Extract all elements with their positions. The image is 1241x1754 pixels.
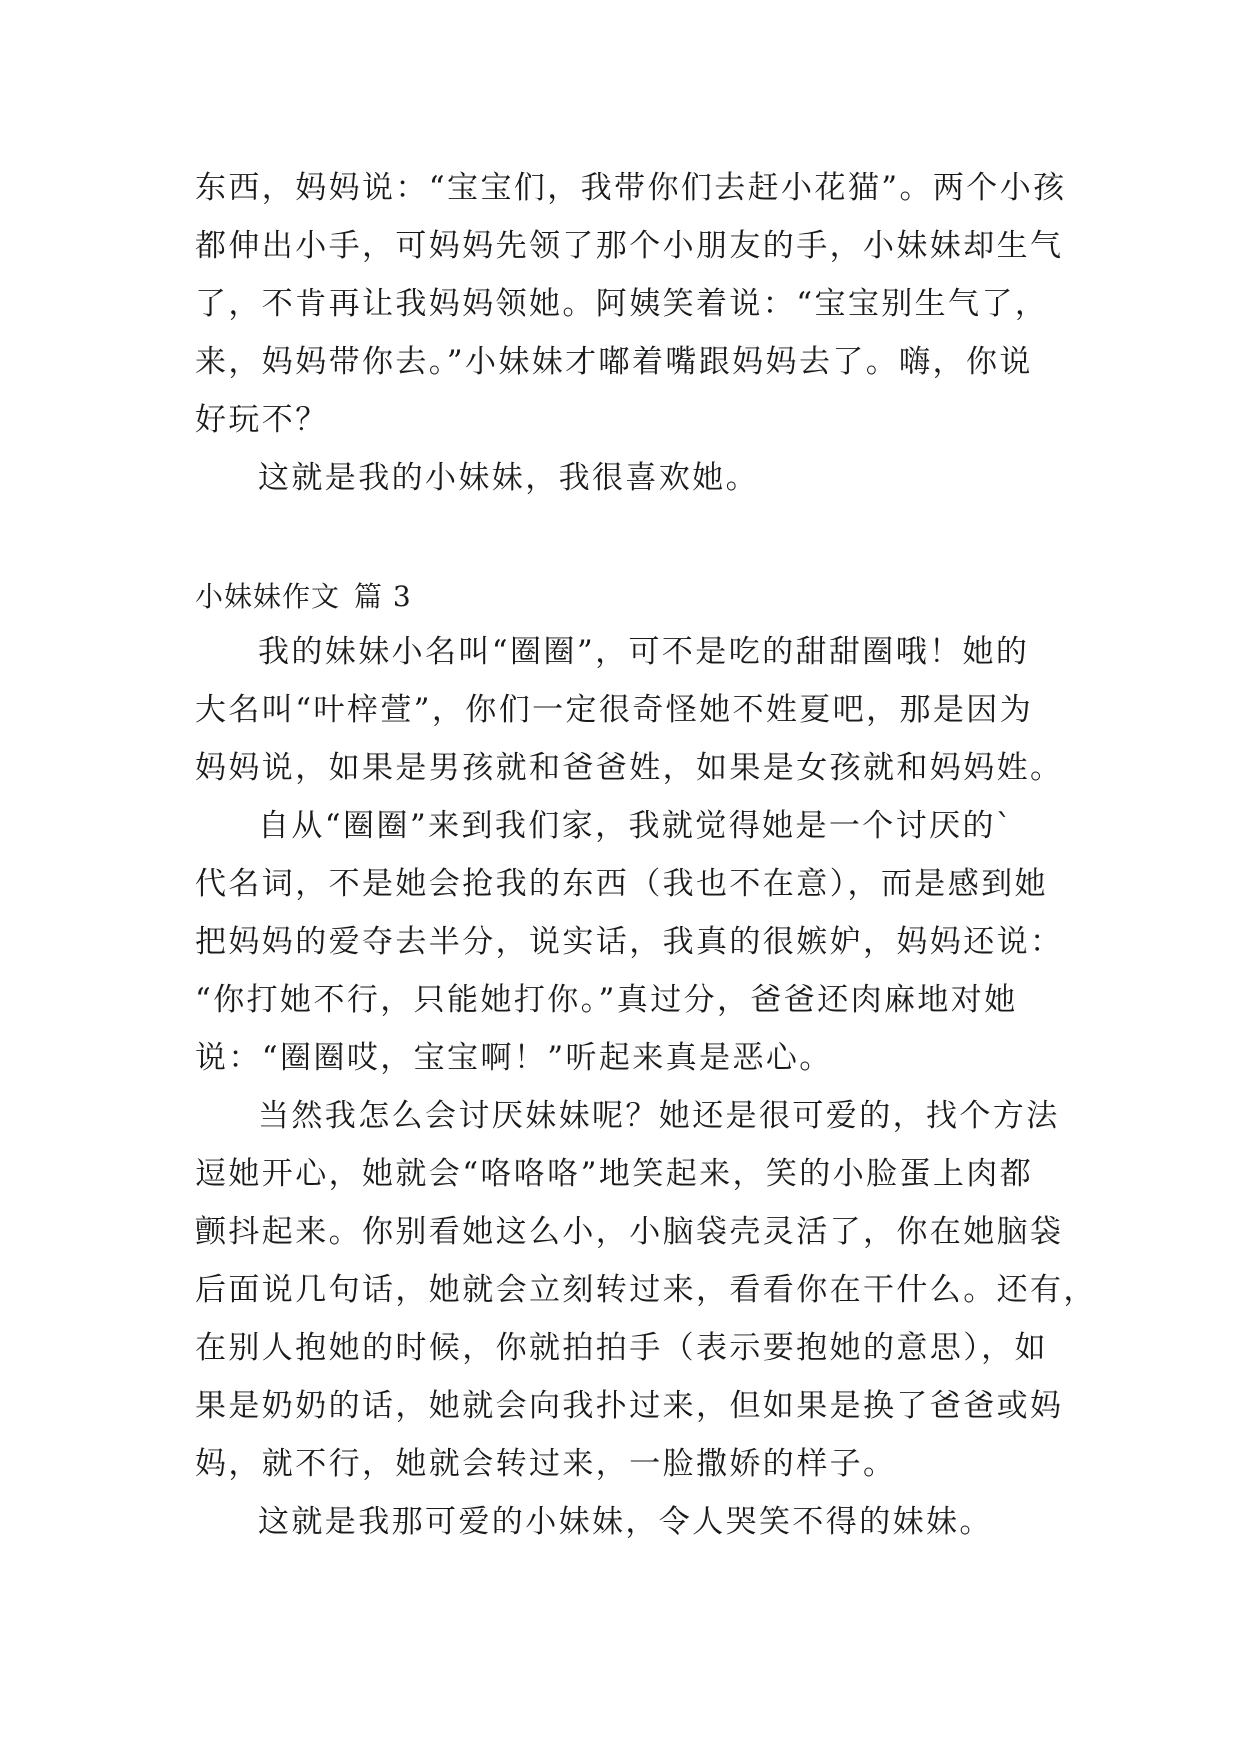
paragraph-line: “你打她不行，只能她打你。”真过分，爸爸还肉麻地对她 <box>195 982 1018 1018</box>
paragraph-line: 当然我怎么会讨厌妹妹呢？她还是很可爱的，找个方法 <box>258 1098 1060 1134</box>
text-line: 都伸出小手，可妈妈先领了那个小朋友的手，小妹妹却生气 <box>195 228 1064 264</box>
previous-essay-continuation <box>195 159 1065 449</box>
essay-heading <box>195 577 412 617</box>
paragraph-line: 颤抖起来。你别看她这么小，小脑袋壳灵活了，你在她脑袋 <box>195 1214 1064 1250</box>
essay-body <box>195 623 1097 1551</box>
text-line: 东西，妈妈说：“宝宝们，我带你们去赶小花猫”。两个小孩 <box>195 170 1067 206</box>
paragraph-line: 把妈妈的爱夺去半分，说实话，我真的很嫉妒，妈妈还说： <box>195 924 1064 960</box>
paragraph-line: 这就是我那可爱的小妹妹，令人哭笑不得的妹妹。 <box>258 1504 993 1540</box>
text-line: 来，妈妈带你去。”小妹妹才嘟着嘴跟妈妈去了。嗨，你说 <box>195 344 1033 380</box>
paragraph-line: 大名叫“叶梓萱”，你们一定很奇怪她不姓夏吧，那是因为 <box>195 692 1034 728</box>
paragraph-line: 自从“圈圈”来到我们家，我就觉得她是一个讨厌的` <box>258 808 1014 844</box>
paragraph-line: 在别人抱她的时候，你就拍拍手（表示要抱她的意思），如 <box>195 1330 1048 1366</box>
paragraph-line: 逗她开心，她就会“咯咯咯”地笑起来，笑的小脸蛋上肉都 <box>195 1156 1034 1192</box>
text-line: 了，不肯再让我妈妈领她。阿姨笑着说：“宝宝别生气了， <box>195 286 1049 322</box>
essay-title: 小妹妹作文 <box>195 580 341 613</box>
paragraph-line: 妈妈说，如果是男孩就和爸爸姓，如果是女孩就和妈妈姓。 <box>195 750 1064 786</box>
paragraph-line: 后面说几句话，她就会立刻转过来，看看你在干什么。还有， <box>195 1272 1097 1308</box>
paragraph-line: 说：“圈圈哎，宝宝啊！”听起来真是恶心。 <box>195 1040 833 1076</box>
paragraph-line: 代名词，不是她会抢我的东西（我也不在意），而是感到她 <box>195 866 1048 902</box>
essay-number: 篇 3 <box>354 580 412 613</box>
text-line: 好玩不？ <box>195 402 329 438</box>
previous-essay-closing: 这就是我的小妹妹，我很喜欢她。 <box>258 460 759 496</box>
paragraph-line: 我的妹妹小名叫“圈圈”，可不是吃的甜甜圈哦！她的 <box>258 634 1030 670</box>
paragraph-line: 果是奶奶的话，她就会向我扑过来，但如果是换了爸爸或妈 <box>195 1388 1064 1424</box>
paragraph-line: 妈，就不行，她就会转过来，一脸撒娇的样子。 <box>195 1446 897 1482</box>
